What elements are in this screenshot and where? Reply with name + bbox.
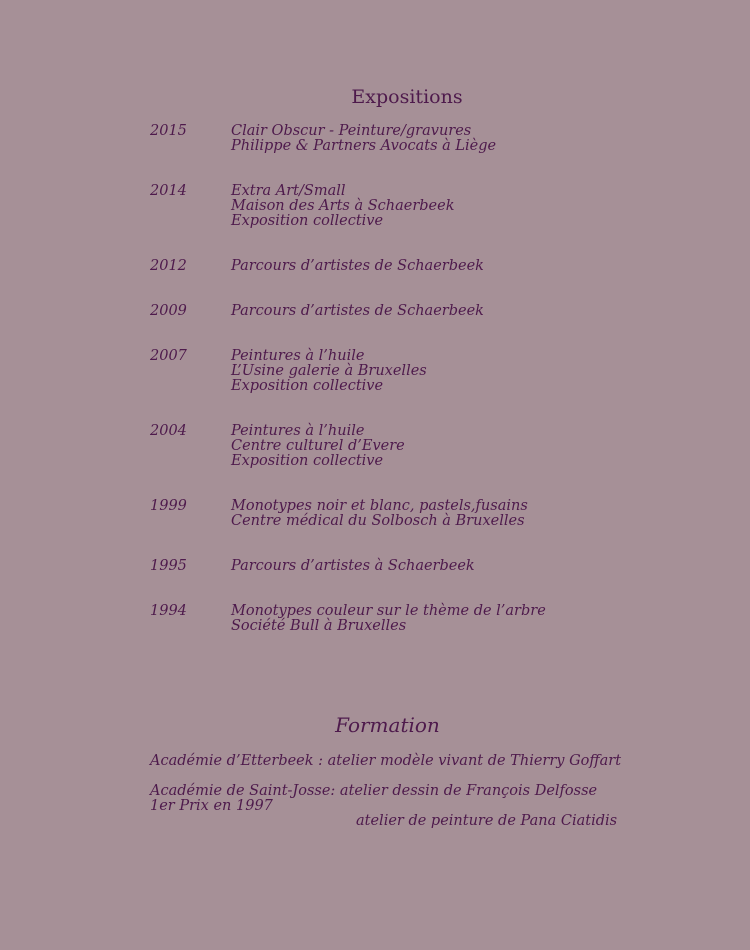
exposition-detail-line: Parcours d’artistes à Schaerbeek (231, 558, 475, 574)
formation-title: Formation (335, 713, 440, 737)
exposition-detail-line: Clair Obscur - Peinture/gravures (231, 123, 472, 139)
exposition-details (231, 424, 405, 469)
exposition-detail-line: Philippe & Partners Avocats à Liège (231, 138, 497, 154)
exposition-year: 2015 (150, 123, 187, 139)
exposition-year: 2004 (150, 423, 187, 439)
exposition-detail-line: Exposition collective (231, 453, 384, 469)
exposition-detail-line: Centre médical du Solbosch à Bruxelles (231, 513, 525, 529)
exposition-year: 1999 (150, 498, 187, 514)
exposition-details (231, 349, 427, 394)
exposition-detail-line: Parcours d’artistes de Schaerbeek (231, 258, 484, 274)
exposition-details (231, 304, 484, 319)
exposition-details (231, 184, 454, 229)
formation-peinture: atelier de peinture de Pana Ciatidis (356, 813, 618, 829)
formation-etterbeek: Académie d’Etterbeek : atelier modèle vivant de Thierry Goffart (150, 753, 622, 769)
exposition-year: 2014 (150, 183, 187, 199)
exposition-detail-line: Peintures à l’huile (231, 348, 365, 364)
exposition-detail-line: Exposition collective (231, 213, 384, 229)
expositions-title: Expositions (351, 86, 463, 108)
exposition-details (231, 124, 496, 154)
exposition-detail-line: Centre culturel d’Evere (231, 438, 405, 454)
exposition-detail-line: Monotypes couleur sur le thème de l’arbre (231, 603, 546, 619)
exposition-year: 2007 (150, 348, 187, 364)
exposition-detail-line: Exposition collective (231, 378, 384, 394)
exposition-year: 1994 (150, 603, 187, 619)
exposition-detail-line: Monotypes noir et blanc, pastels,fusains (231, 498, 528, 514)
exposition-year: 2009 (150, 303, 187, 319)
exposition-detail-line: Parcours d’artistes de Schaerbeek (231, 303, 484, 319)
formation-prize: 1er Prix en 1997 (150, 798, 273, 814)
exposition-year: 2012 (150, 258, 187, 274)
exposition-details (231, 604, 546, 634)
formation-saint-josse: Académie de Saint-Josse: atelier dessin de François Delfosse (150, 783, 598, 799)
exposition-detail-line: Extra Art/Small (231, 183, 346, 199)
exposition-detail-line: Peintures à l’huile (231, 423, 365, 439)
exposition-detail-line: Maison des Arts à Schaerbeek (231, 198, 455, 214)
exposition-detail-line: L’Usine galerie à Bruxelles (231, 363, 427, 379)
exposition-detail-line: Société Bull à Bruxelles (231, 618, 407, 634)
exposition-details (231, 259, 484, 274)
exposition-details (231, 559, 475, 574)
exposition-details (231, 499, 528, 529)
exposition-year: 1995 (150, 558, 187, 574)
